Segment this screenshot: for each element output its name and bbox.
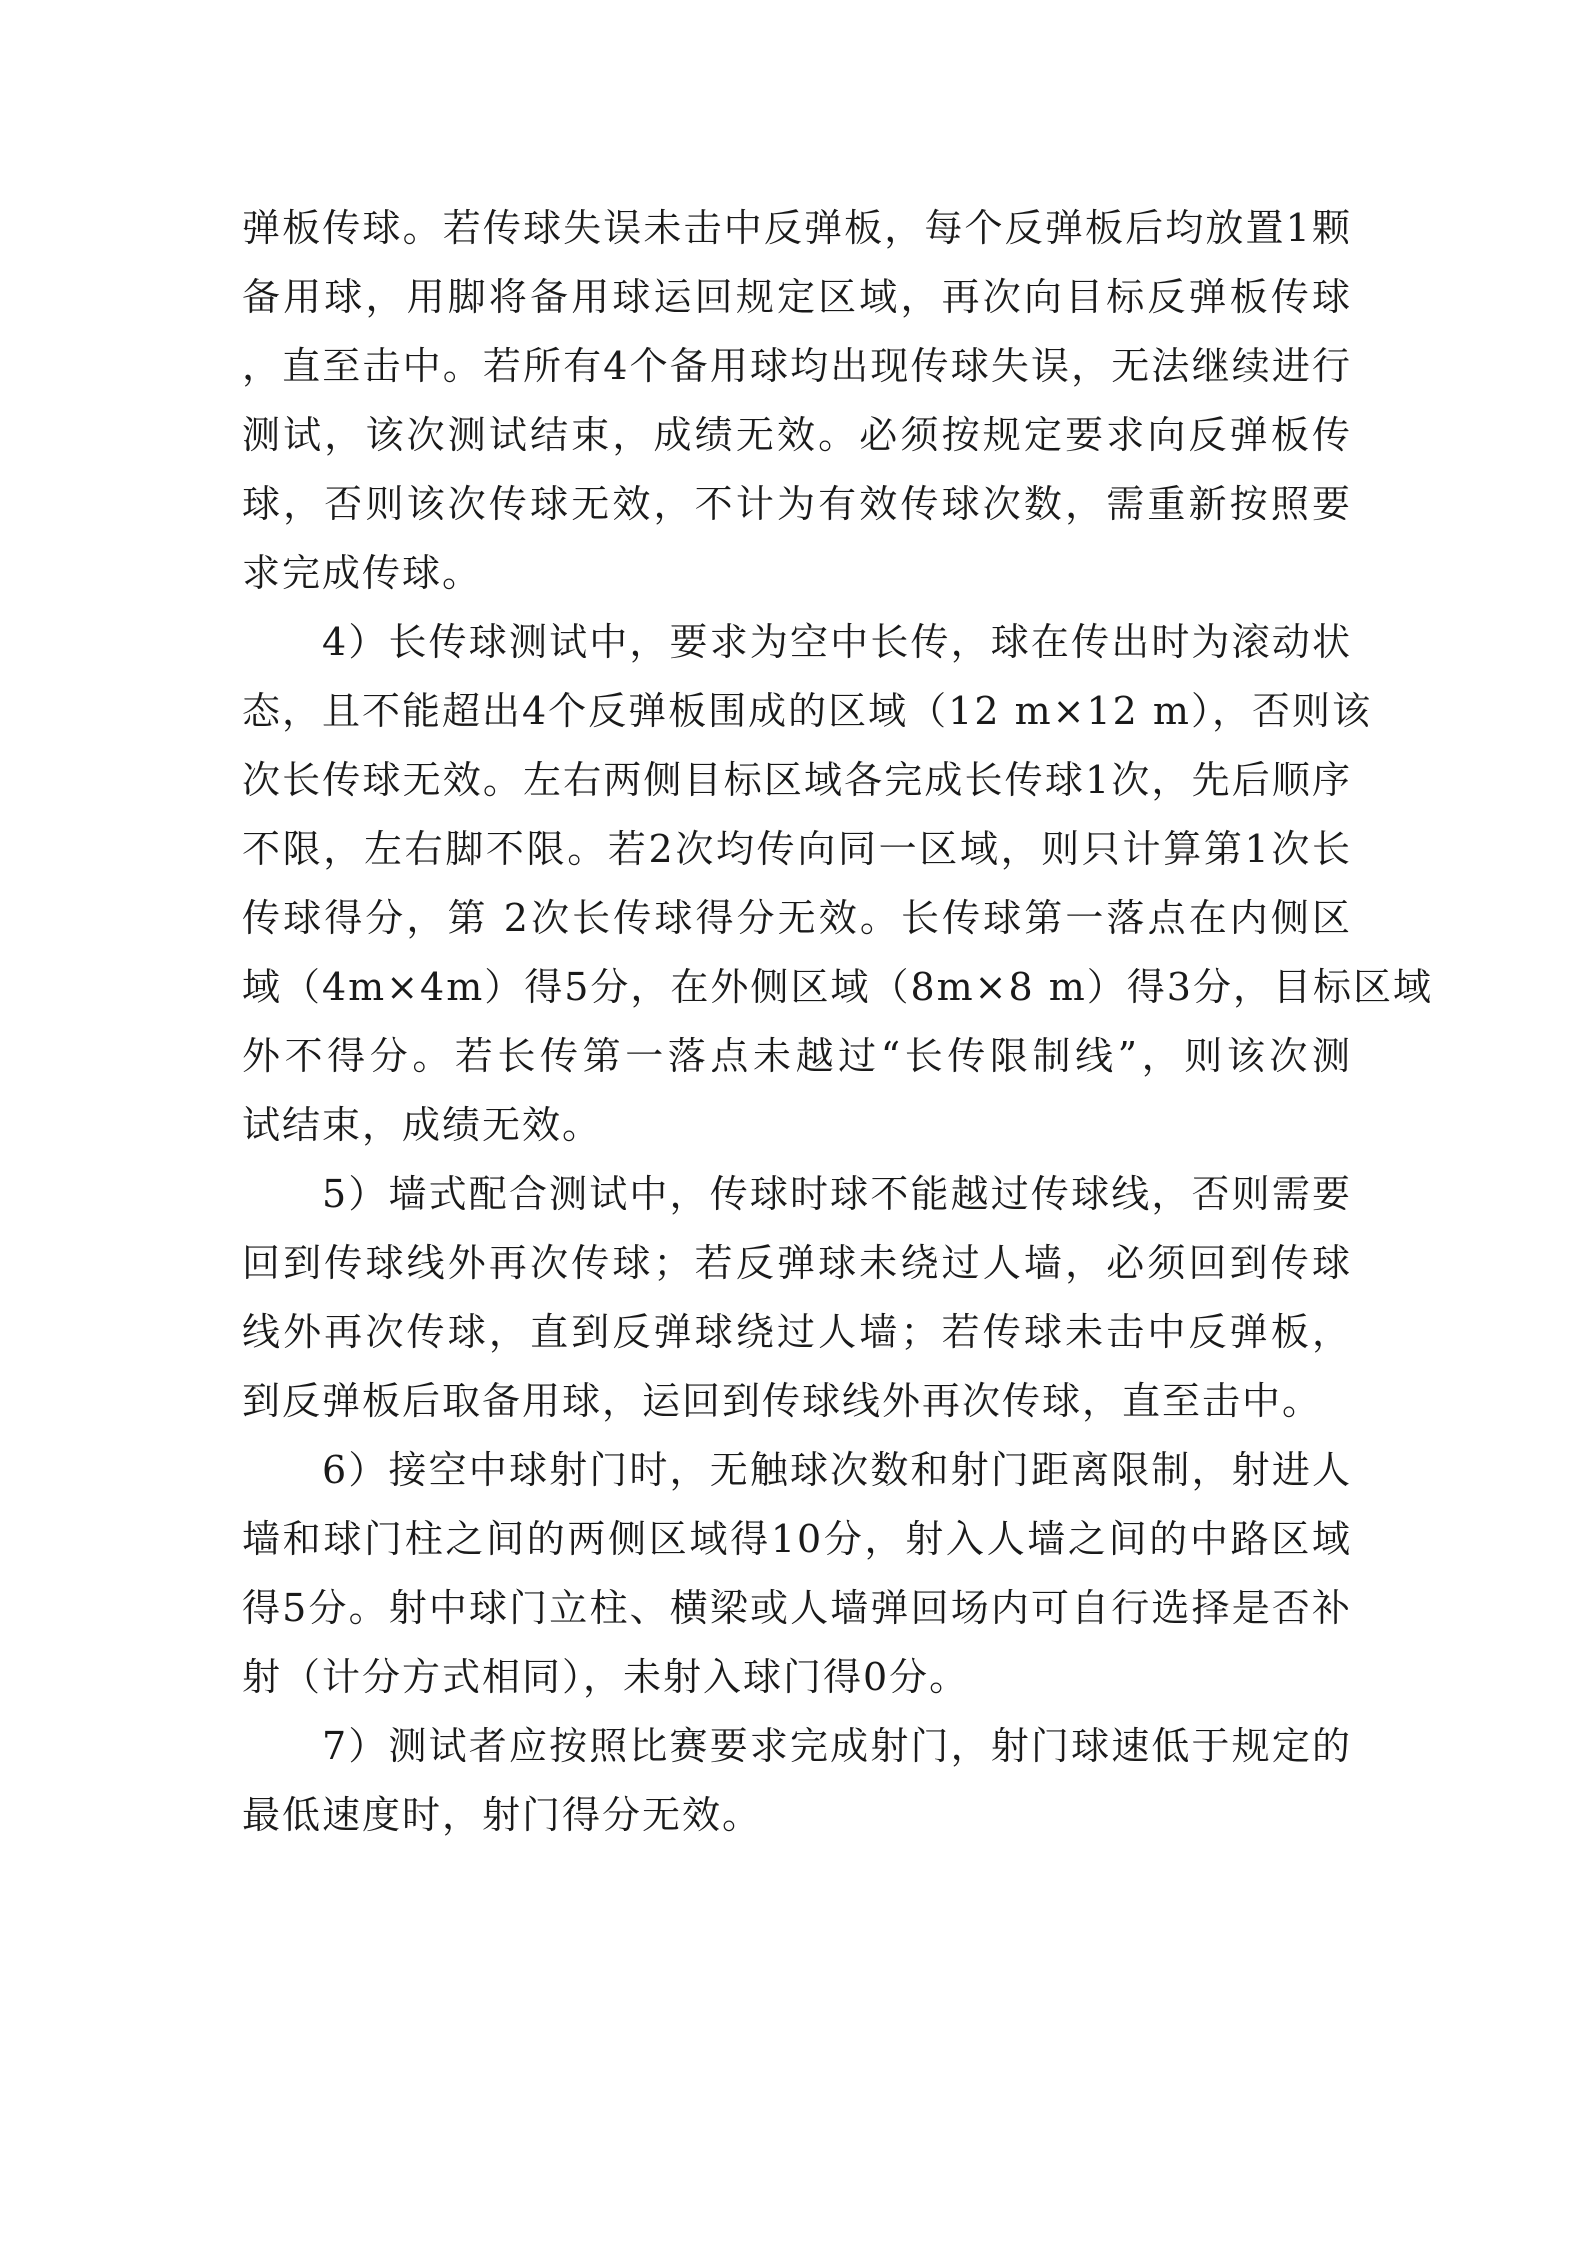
text-line: 得5分。射中球门立柱、横梁或人墙弹回场内可自行选择是否补 (242, 1586, 1352, 1630)
text-line: 墙和球门柱之间的两侧区域得10分，射入人墙之间的中路区域 (242, 1517, 1352, 1561)
text-line: 次长传球无效。左右两侧目标区域各完成长传球1次，先后顺序 (242, 758, 1352, 802)
text-line: 线外再次传球，直到反弹球绕过人墙；若传球未击中反弹板， (242, 1310, 1352, 1354)
text-line: 弹板传球。若传球失误未击中反弹板，每个反弹板后均放置1颗 (242, 206, 1352, 250)
text-line: 求完成传球。 (242, 551, 483, 595)
text-line: 回到传球线外再次传球；若反弹球未绕过人墙，必须回到传球 (242, 1241, 1352, 1285)
text-line: 外不得分。若长传第一落点未越过“长传限制线”，则该次测 (242, 1034, 1352, 1078)
paragraph-5-first-line: 5）墙式配合测试中，传球时球不能越过传球线，否则需要 (322, 1172, 1352, 1216)
text-line: ，直至击中。若所有4个备用球均出现传球失误，无法继续进行 (242, 344, 1352, 388)
paragraph-4-first-line: 4）长传球测试中，要求为空中长传，球在传出时为滚动状 (322, 620, 1352, 664)
text-line: 射（计分方式相同），未射入球门得0分。 (242, 1655, 970, 1699)
text-line: 态，且不能超出4个反弹板围成的区域（12 m×12 m），否则该 (242, 689, 1372, 733)
text-line: 到反弹板后取备用球，运回到传球线外再次传球，直至击中。 (242, 1379, 1323, 1423)
text-line: 球，否则该次传球无效，不计为有效传球次数，需重新按照要 (242, 482, 1352, 526)
text-line: 测试，该次测试结束，成绩无效。必须按规定要求向反弹板传 (242, 413, 1352, 457)
text-line: 备用球，用脚将备用球运回规定区域，再次向目标反弹板传球 (242, 275, 1352, 319)
text-line: 域（4m×4m）得5分，在外侧区域（8m×8 m）得3分，目标区域 (242, 965, 1433, 1009)
text-line: 最低速度时，射门得分无效。 (242, 1793, 763, 1837)
text-line: 传球得分，第 2次长传球得分无效。长传球第一落点在内侧区 (242, 896, 1352, 940)
text-line: 不限，左右脚不限。若2次均传向同一区域，则只计算第1次长 (242, 827, 1352, 871)
text-line: 试结束，成绩无效。 (242, 1103, 603, 1147)
body-text (242, 194, 1433, 1850)
paragraph-7-first-line: 7）测试者应按照比赛要求完成射门，射门球速低于规定的 (322, 1724, 1352, 1768)
paragraph-6-first-line: 6）接空中球射门时，无触球次数和射门距离限制，射进人 (322, 1448, 1352, 1492)
